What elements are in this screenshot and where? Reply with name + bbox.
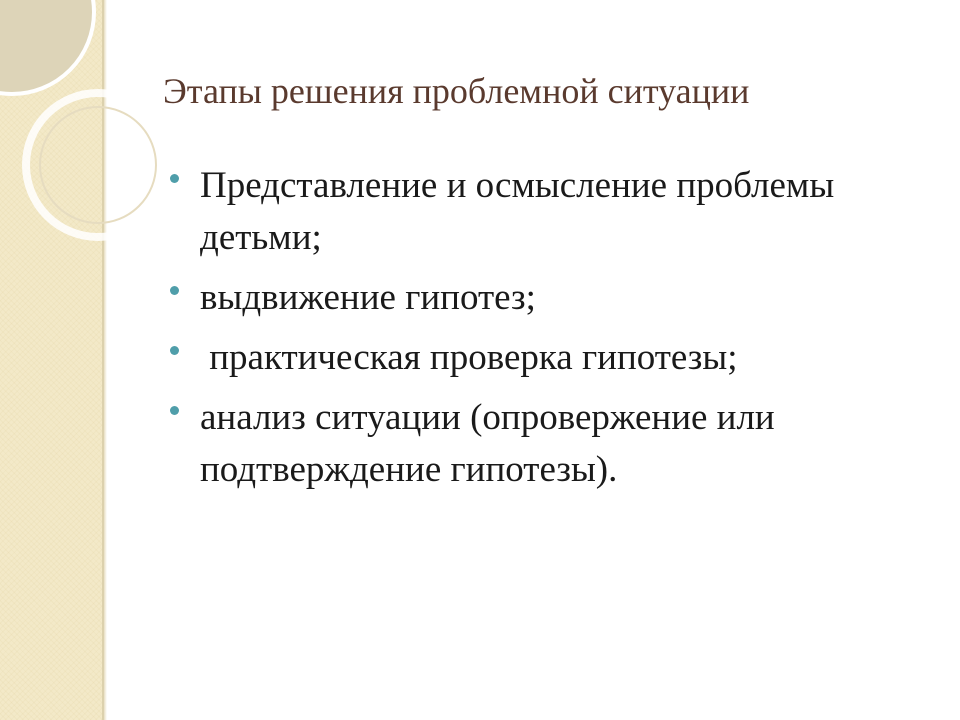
bullet-item	[168, 160, 908, 264]
bullet-item	[168, 392, 908, 496]
bullet-dot-icon	[170, 406, 179, 415]
bullet-dot-icon	[170, 286, 179, 295]
bullet-item	[168, 272, 908, 324]
bullet-list	[168, 160, 908, 504]
slide-title: Этапы решения проблемной ситуации	[163, 71, 750, 111]
bullet-text: анализ ситуации (опровержение или подтверждение гипотезы).	[200, 397, 775, 490]
bullet-dot-icon	[170, 346, 179, 355]
bullet-item	[168, 332, 908, 384]
bullet-text: выдвижение гипотез;	[200, 277, 536, 318]
decorative-circles-icon	[0, 0, 130, 260]
bullet-text: практическая проверка гипотезы;	[200, 337, 738, 378]
bullet-text: Представление и осмысление проблемы детьми;	[200, 165, 835, 258]
bullet-dot-icon	[170, 174, 179, 183]
